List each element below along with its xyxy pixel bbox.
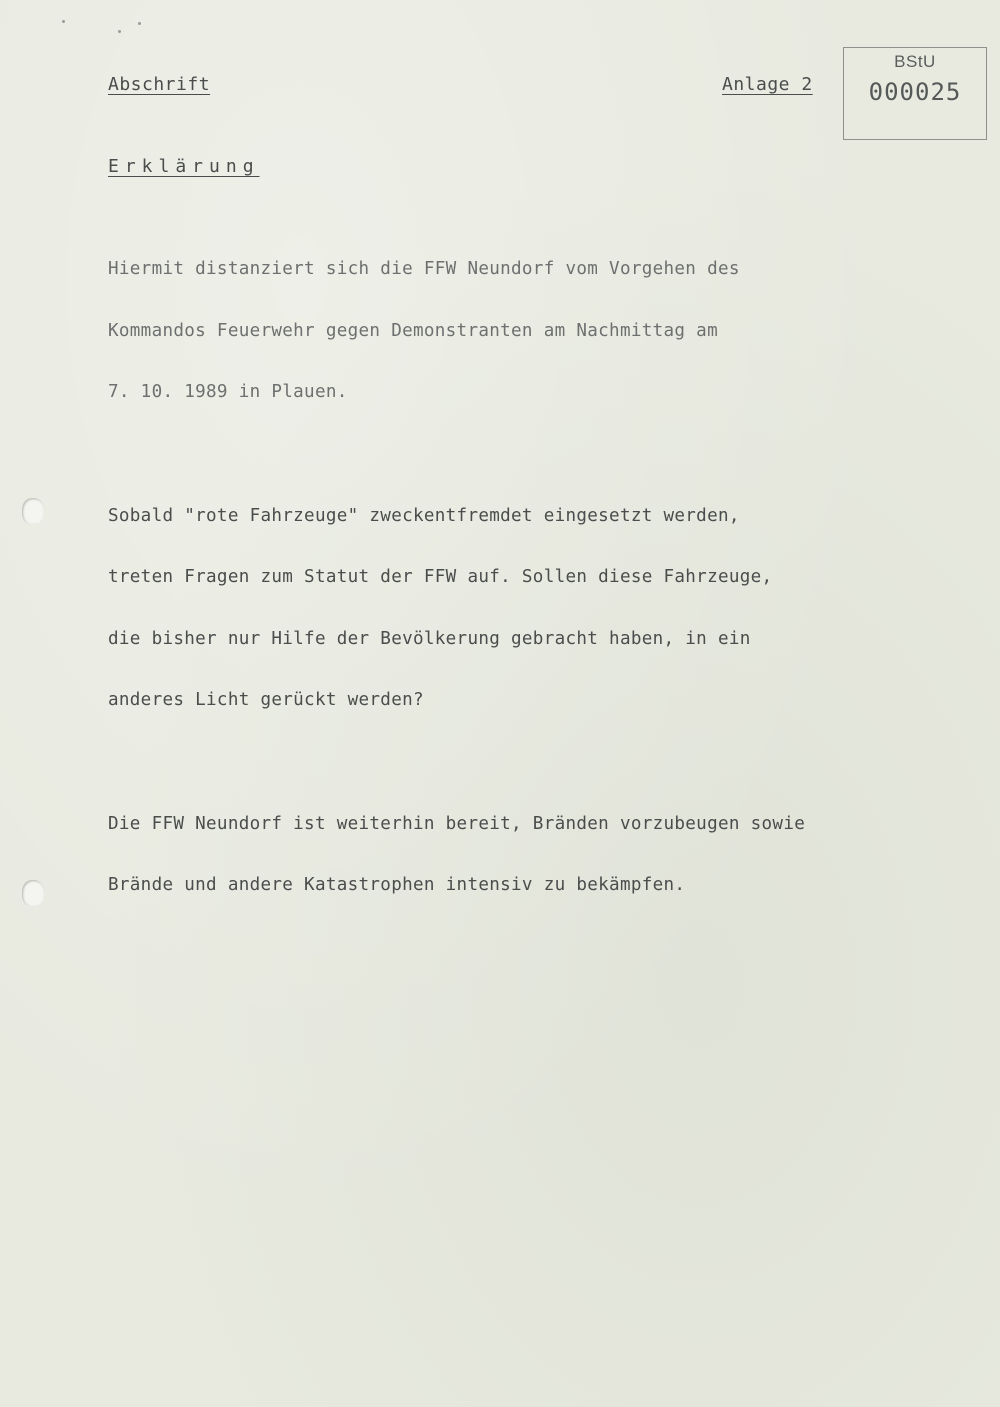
stamp-label: BStU [894,52,936,71]
paper-speck [118,30,121,33]
text-line: Kommandos Feuerwehr gegen Demonstranten am Nachmittag am [108,320,718,341]
paragraph-2 [108,465,928,752]
copy-label: Abschrift [108,74,211,95]
text-line: anderes Licht gerückt werden? [108,690,424,710]
paper-speck [138,22,141,25]
text-line: Hiermit distanziert sich die FFW Neundorf vom Vorgehen des [108,259,740,279]
stamp-number: 000025 [868,78,962,106]
text-line: die bisher nur Hilfe der Bevölkerung gebracht haben, in ein [108,628,751,649]
punch-hole-upper [22,498,44,524]
document-body [108,218,928,958]
text-line: Brände und andere Katastrophen intensiv zu bekämpfen. [108,875,686,895]
document-title: Erklärung [108,156,260,177]
text-line: Die FFW Neundorf ist weiterhin bereit, Bränden vorzubeugen sowie [108,813,806,834]
punch-hole-lower [22,880,44,906]
text-line: treten Fragen zum Statut der FFW auf. Sollen diese Fahrzeuge, [108,567,773,587]
paragraph-1 [108,218,928,444]
paragraph-3 [108,773,928,937]
text-line: 7. 10. 1989 in Plauen. [108,382,348,402]
paper-speck [62,20,65,23]
text-line: Sobald "rote Fahrzeuge" zweckentfremdet eingesetzt werden, [108,505,740,526]
attachment-label: Anlage 2 [722,74,813,95]
archive-stamp [843,47,987,140]
